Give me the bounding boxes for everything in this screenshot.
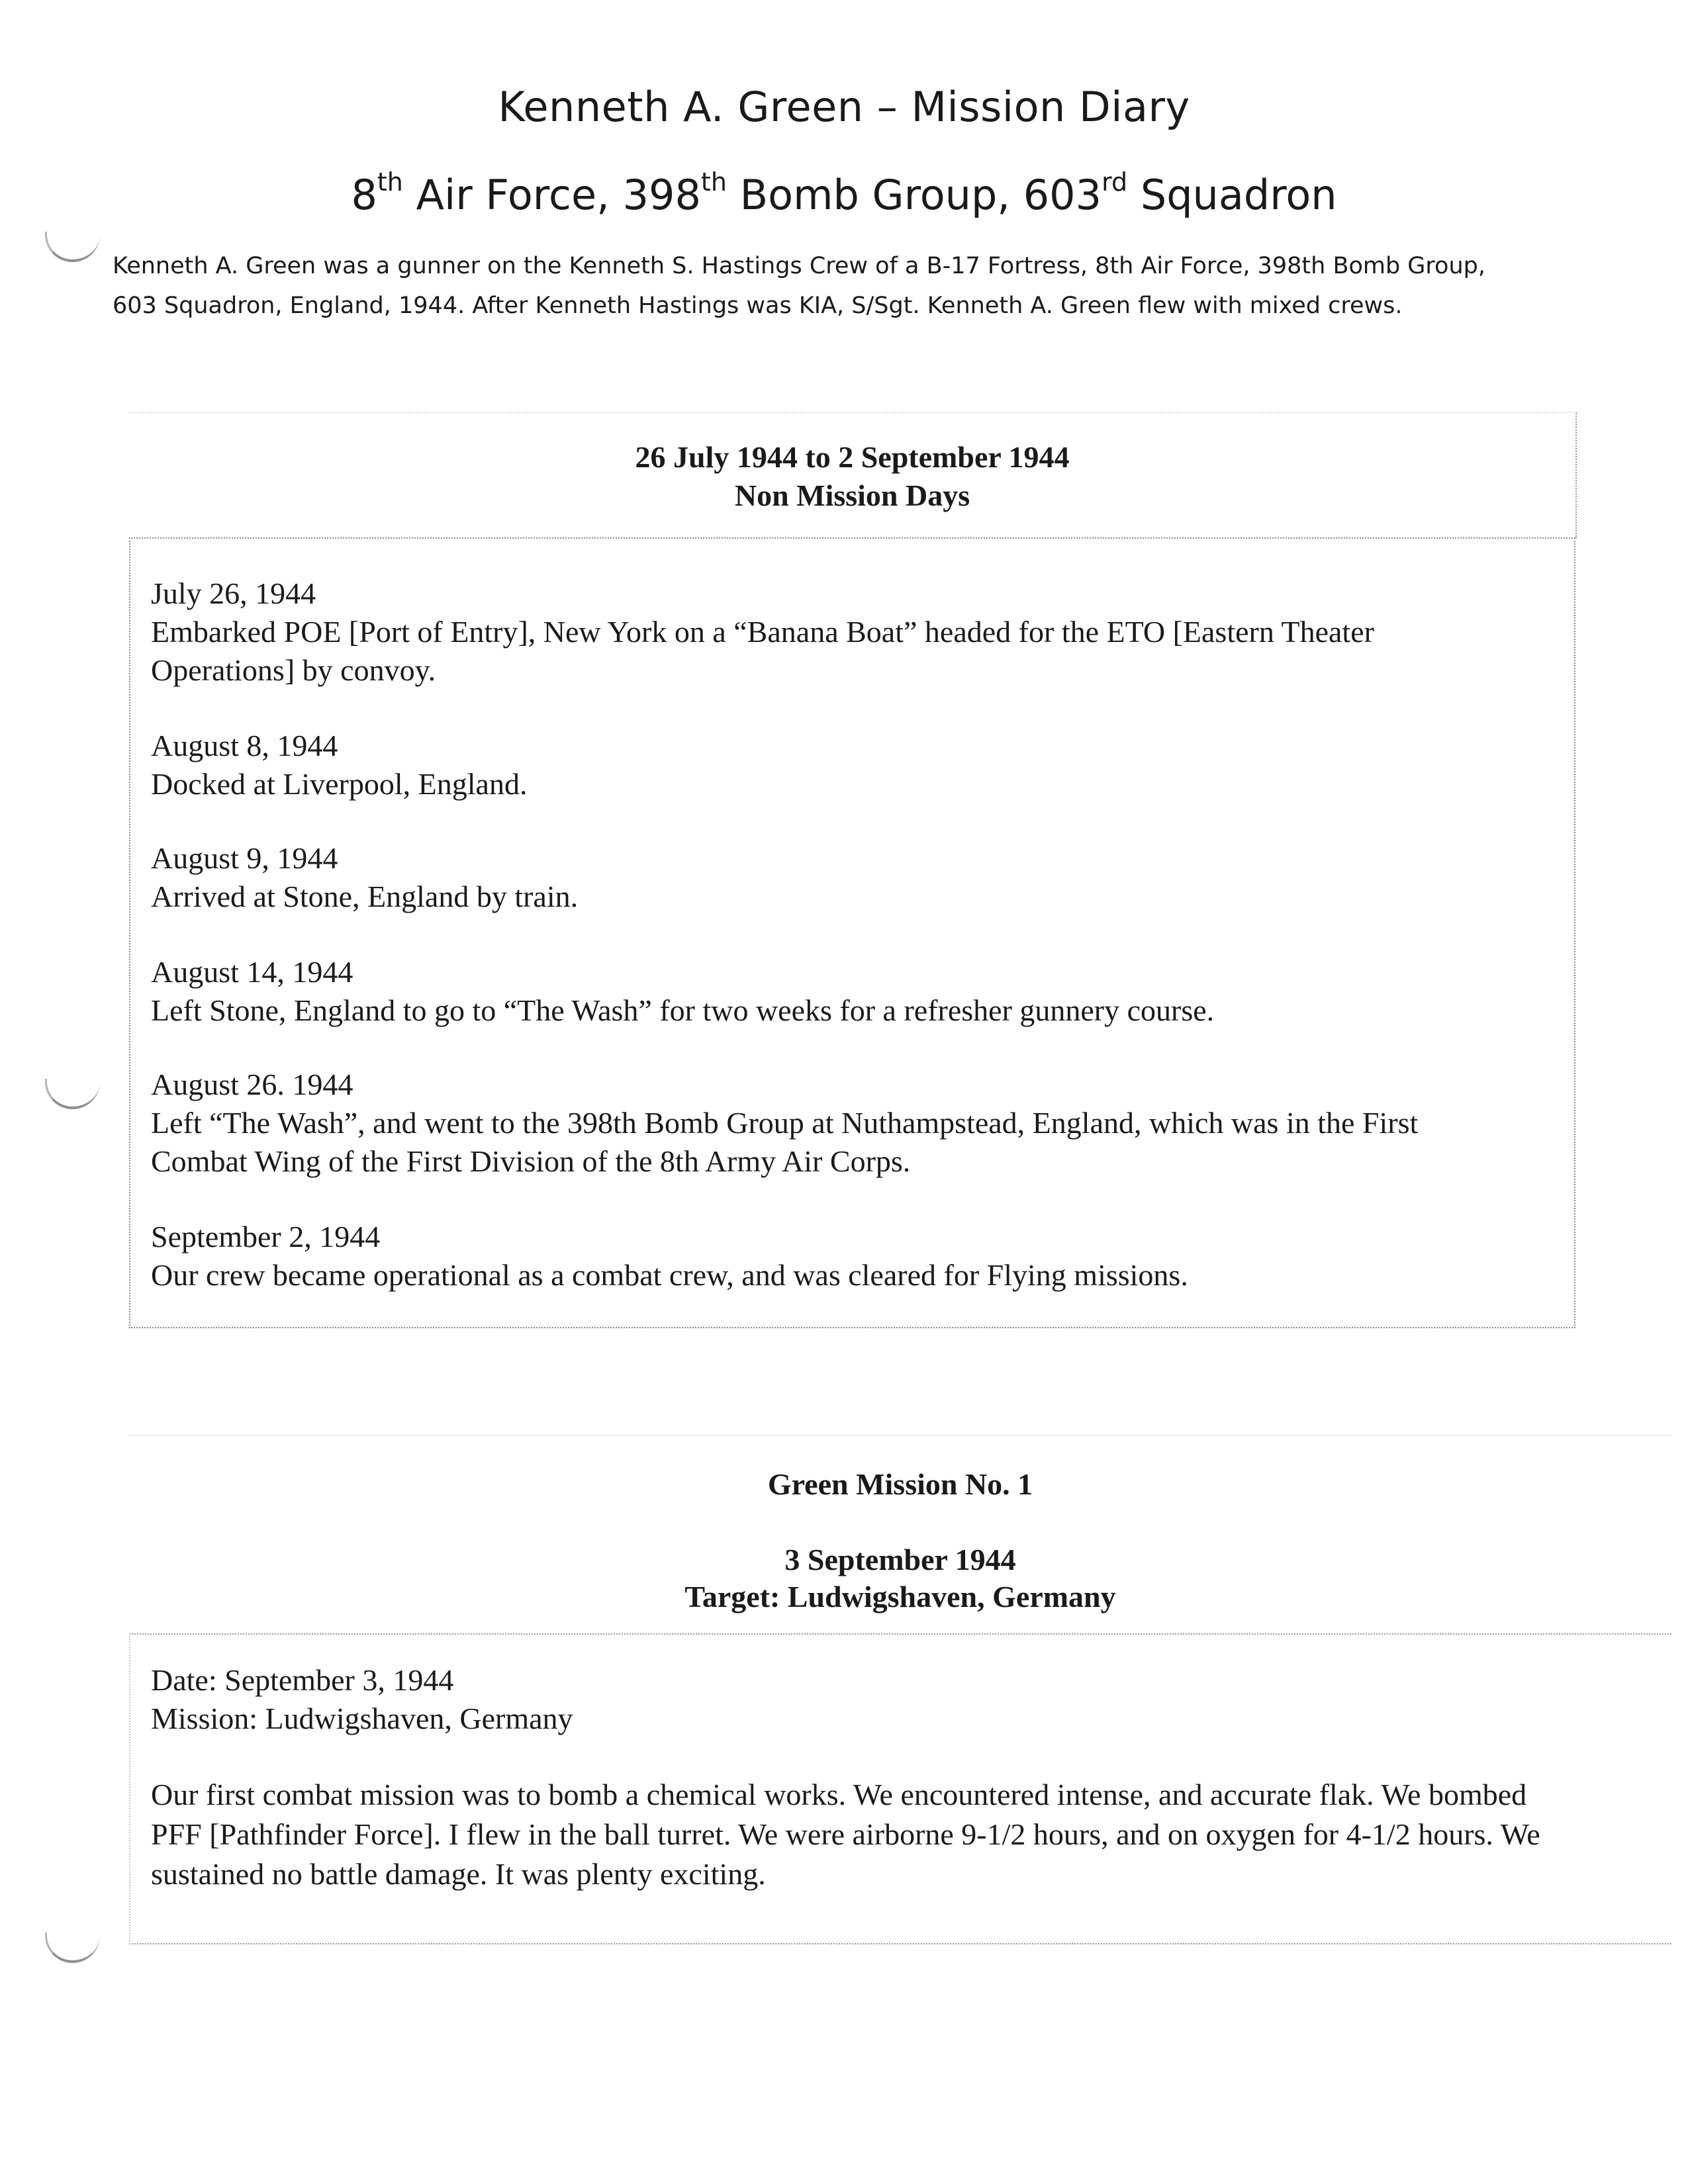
entry-text: Arrived at Stone, England by train.	[151, 880, 579, 913]
subtitle-superscript: th	[377, 167, 403, 197]
entry-date: August 14, 1944	[151, 955, 353, 989]
narrative-line: Our first combat mission was to bomb a chemical works. We encountered intense, and accurate flak. We bombed	[151, 1778, 1527, 1811]
diary-entry	[151, 839, 1554, 916]
punch-hole-bottom	[45, 1933, 100, 1963]
subtitle-part: 8	[351, 171, 377, 219]
entry-date: August 8, 1944	[151, 729, 338, 762]
mission-target-heading: Target: Ludwigshaven, Germany	[684, 1580, 1116, 1614]
diary-entry	[151, 953, 1554, 1030]
punch-hole-middle	[45, 1079, 100, 1109]
subtitle-superscript: th	[700, 167, 727, 197]
page-title: Kenneth A. Green – Mission Diary	[498, 83, 1190, 131]
non-mission-heading: Non Mission Days	[734, 478, 970, 512]
entry-text: Our crew became operational as a combat crew, and was cleared for Flying missions.	[151, 1258, 1188, 1292]
intro-paragraph	[113, 246, 1569, 326]
non-mission-date-range: 26 July 1944 to 2 September 1944	[635, 440, 1070, 474]
subtitle-superscript: rd	[1102, 167, 1128, 197]
subtitle-part: Bomb Group, 603	[726, 171, 1102, 219]
punch-hole-top	[45, 232, 100, 262]
entry-date: September 2, 1944	[151, 1220, 381, 1253]
page-subtitle	[0, 167, 1688, 219]
entry-date: August 9, 1944	[151, 841, 338, 875]
entry-text: Operations] by convoy.	[151, 653, 436, 687]
entry-text: Left Stone, England to go to “The Wash” for two weeks for a refresher gunnery course.	[151, 993, 1215, 1027]
entry-text: Docked at Liverpool, England.	[151, 767, 528, 801]
entry-date: July 26, 1944	[151, 576, 316, 610]
subtitle-part: Air Force, 398	[402, 171, 701, 219]
narrative-line: sustained no battle damage. It was plenty exciting.	[151, 1857, 766, 1891]
narrative-line: PFF [Pathfinder Force]. I flew in the ball turret. We were airborne 9-1/2 hours, and on oxygen for 4-1/2 hours. We	[151, 1817, 1540, 1851]
mission-details	[151, 1661, 1667, 1738]
mission-date-line: Date: September 3, 1944	[151, 1663, 454, 1697]
mission-title: Green Mission No. 1	[767, 1467, 1033, 1501]
diary-entry	[151, 1218, 1554, 1295]
mission-header	[129, 1435, 1671, 1635]
entry-date: August 26. 1944	[151, 1068, 353, 1101]
entry-text: Combat Wing of the First Division of the 8th Army Air Corps.	[151, 1144, 911, 1178]
non-mission-header	[129, 412, 1577, 539]
subtitle-part: Squadron	[1127, 171, 1337, 219]
entry-text: Embarked POE [Port of Entry], New York on a “Banana Boat” headed for the ETO [Eastern Theater	[151, 615, 1374, 649]
mission-target-line: Mission: Ludwigshaven, Germany	[151, 1702, 573, 1735]
entry-text: Left “The Wash”, and went to the 398th Bomb Group at Nuthampstead, England, which was in the First	[151, 1106, 1419, 1140]
diary-entry	[151, 1066, 1554, 1181]
diary-entry	[151, 727, 1554, 803]
mission-narrative	[151, 1775, 1667, 1894]
intro-line: 603 Squadron, England, 1944. After Kenneth Hastings was KIA, S/Sgt. Kenneth A. Green flew with mixed crews.	[113, 293, 1403, 319]
diary-entry	[151, 574, 1554, 690]
intro-line: Kenneth A. Green was a gunner on the Kenneth S. Hastings Crew of a B-17 Fortress, 8th Air Force, 398th Bomb Group,	[113, 253, 1485, 279]
mission-date-heading: 3 September 1944	[784, 1543, 1016, 1576]
